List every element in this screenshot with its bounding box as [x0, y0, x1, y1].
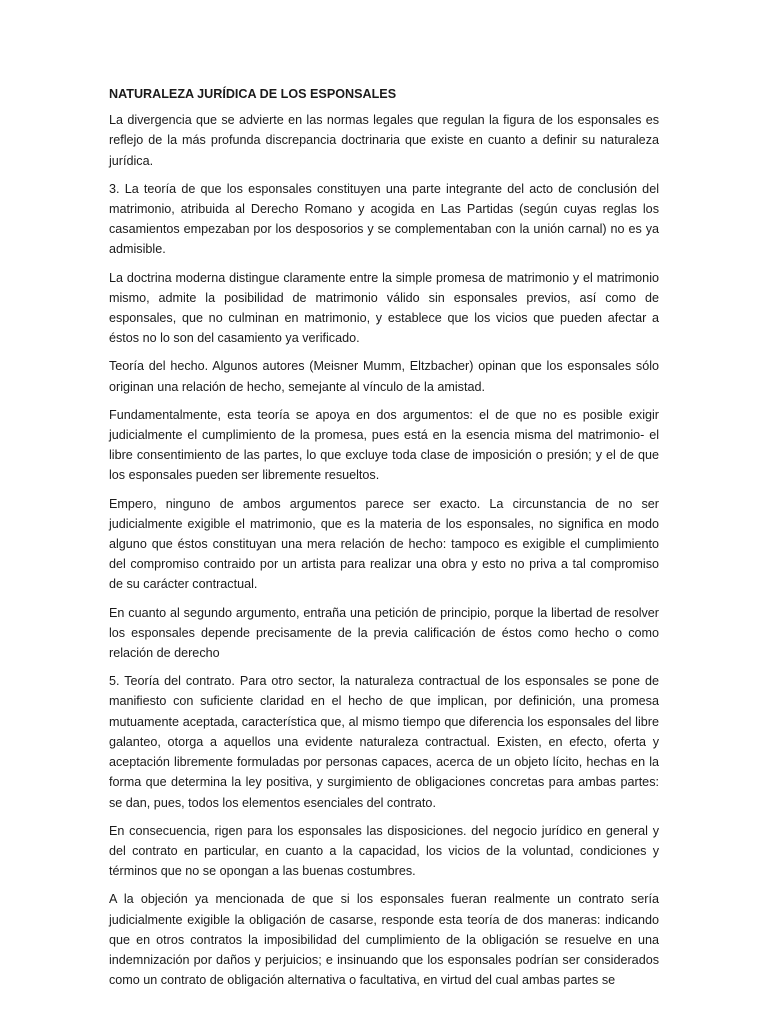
paragraph-theory-fact: Teoría del hecho. Algunos autores (Meisner Mumm, Eltzbacher) opinan que los esponsales sólo originan una relación de hecho, semejante al vínculo de la amistad. — [109, 359, 659, 394]
paragraph-consequence: En consecuencia, rigen para los esponsales las disposiciones. del negocio jurídico en general y del contrato en particular, en cuanto a la capacidad, los vicios de la voluntad, condiciones y términos que no se opongan a las buenas costumbres. — [109, 823, 659, 879]
document-title: NATURALEZA JURÍDICA DE LOS ESPONSALES — [109, 87, 397, 101]
paragraph-arguments: Fundamentalmente, esta teoría se apoya en dos argumentos: el de que no es posible exigir judicialmente el cumplimiento de la promesa, pues está en la esencia misma del matrimonio- el libre consentimiento de las partes, lo que excluye toda clase de imposición o presión; y el de que los esponsales pueden ser libremente resueltos. — [109, 407, 659, 483]
paragraph-intro: La divergencia que se advierte en las normas legales que regulan la figura de los esponsales es reflejo de la más profunda discrepancia doctrinaria que existe en cuanto a definir su naturaleza jurídica. — [109, 113, 659, 168]
paragraph-objection: A la objeción ya mencionada de que si los esponsales fueran realmente un contrato sería judicialmente exigible la obligación de casarse, responde esta teoría de dos maneras: indicando que en otros contratos la imposibilidad del cumplimiento de la obligación se resuelve en una indemnización por daños y perjuicios; e insinuando que los esponsales podrían ser considerados como un contrato de obligación alternativa o facultativa, en virtud del cual ambas partes se — [109, 892, 659, 988]
paragraph-second-argument: En cuanto al segundo argumento, entraña una petición de principio, porque la libertad de resolver los esponsales depende precisamente de la previa calificación de éstos como hecho o como relación de derecho — [109, 605, 659, 661]
paragraph-theory-part: 3. La teoría de que los esponsales constituyen una parte integrante del acto de conclusión del matrimonio, atribuida al Derecho Romano y acogida en Las Partidas (según cuyas reglas los casamientos empezaban por los desposorios y se complementaban con la unión carnal) no es ya admisible. — [109, 181, 659, 257]
paragraph-modern-doctrine: La doctrina moderna distingue claramente entre la simple promesa de matrimonio y el matrimonio mismo, admite la posibilidad de matrimonio válido sin esponsales previos, así como de esponsales, que no culminan en matrimonio, y establece que los vicios que pueden afectar a éstos no lo son del casamiento ya verificado. — [109, 270, 659, 346]
paragraph-theory-contract: 5. Teoría del contrato. Para otro sector, la naturaleza contractual de los esponsales se pone de manifiesto con suficiente claridad en el hecho de que implican, por definición, una promesa mutuamente aceptada, característica que, al mismo tiempo que diferencia los esponsales del libre galanteo, otorga a aquellos una evidente naturaleza contractual. Existen, en efecto, oferta y aceptación libremente formuladas por personas capaces, acerca de un objeto lícito, hechas en la forma que determina la ley positiva, y surgimiento de obligaciones concretas para ambas partes: se dan, pues, todos los elementos esenciales del contrato. — [109, 674, 659, 810]
document-page — [109, 84, 659, 998]
paragraph-rebuttal: Empero, ninguno de ambos argumentos parece ser exacto. La circunstancia de no ser judicialmente exigible el matrimonio, que es la materia de los esponsales, no significa en modo alguno que éstos constituyan una mera relación de hecho: tampoco es exigible el cumplimiento del compromiso contraido por un artista para realizar una obra y esto no priva a tal compromiso de su carácter contractual. — [109, 496, 659, 592]
